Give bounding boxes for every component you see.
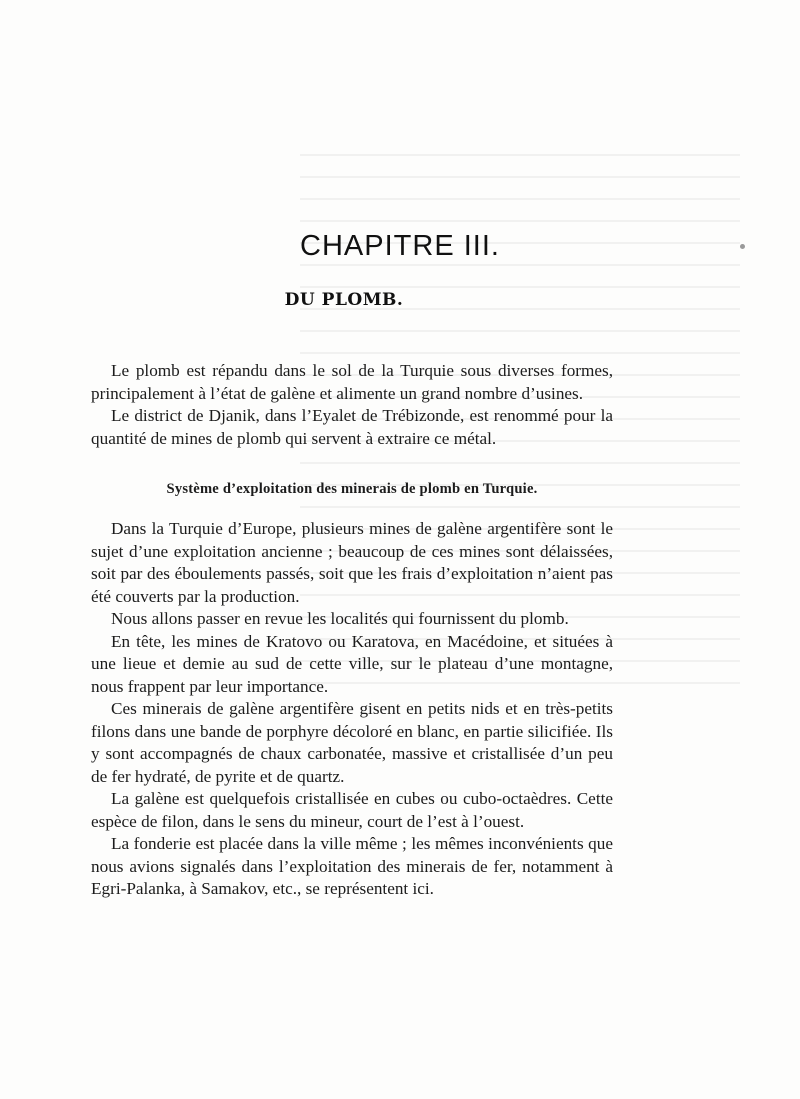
body-block (91, 518, 613, 901)
chapter-title: CHAPITRE III. (300, 230, 500, 262)
paragraph: Nous allons passer en revue les localités qui fournissent du plomb. (111, 609, 569, 628)
paragraph: Le plomb est répandu dans le sol de la Turquie sous diverses formes, principalement à l’état de galène et alimente un grand nombre d’usines. (91, 361, 613, 403)
intro-block (91, 360, 613, 450)
paragraph: La galène est quelquefois cristallisée en cubes ou cubo-octaèdres. Cette espèce de filon, dans le sens du mineur, court de l’est à l’ouest. (91, 789, 613, 831)
paragraph: En tête, les mines de Kratovo ou Karatova, en Macédoine, et situées à une lieue et demie au sud de cette ville, sur le plateau d’une montagne, nous frappent par leur importance. (91, 631, 613, 696)
paragraph: La fonderie est placée dans la ville même ; les mêmes inconvénients que nous avions signalés dans l’exploitation des minerais de fer, notamment à Egri-Palanka, à Samakov, etc., se représentent ici. (91, 834, 613, 898)
paragraph: Ces minerais de galène argentifère gisent en petits nids et en très-petits filons dans une bande de porphyre décoloré en blanc, en partie silicifiée. Ils y sont accompagnés de chaux carbonatée, massive et cristallisée d’un peu de fer hydraté, de pyrite et de quartz. (91, 699, 613, 786)
subheading: Système d’exploitation des minerais de plomb en Turquie. (166, 481, 538, 497)
paragraph: Dans la Turquie d’Europe, plusieurs mines de galène argentifère sont le sujet d’une exploitation ancienne ; beaucoup de ces mines sont délaissées, soit par des éboulements passés, soit que les frais d’exploitation n’aient pas été couverts par la production. (91, 519, 613, 606)
section-title: DU PLOMB. (284, 290, 404, 310)
paragraph: Le district de Djanik, dans l’Eyalet de Trébizonde, est renommé pour la quantité de mines de plomb qui servent à extraire ce métal. (91, 406, 613, 448)
